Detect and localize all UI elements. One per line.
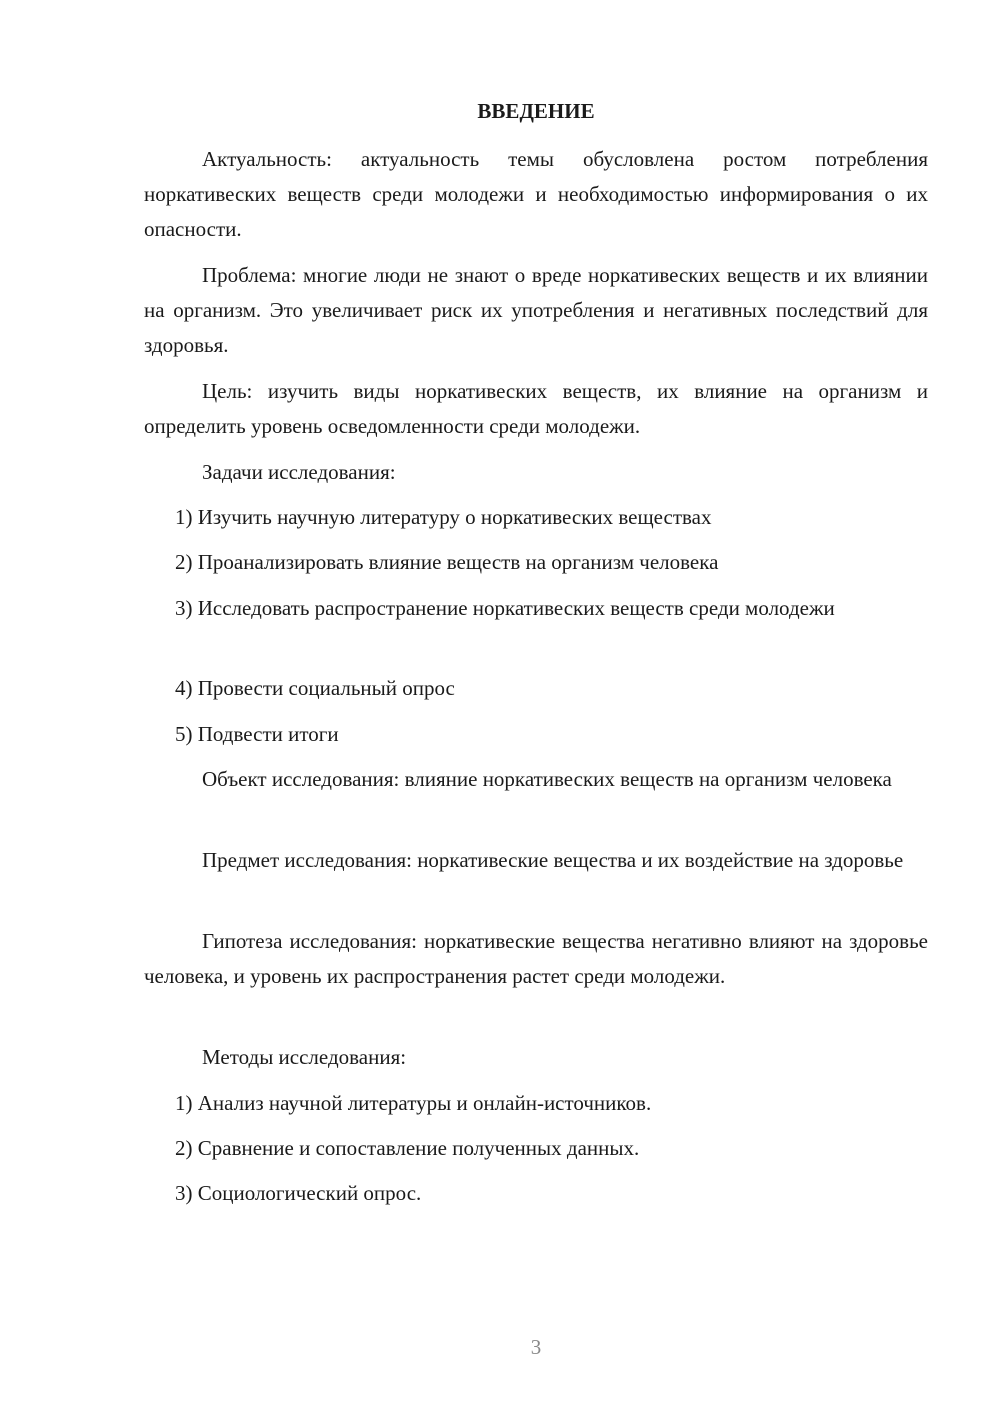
task-item: 2) Проанализировать влияние веществ на организм человека [175,550,719,574]
methods-heading: Методы исследования: [202,1045,407,1069]
task-item: 4) Провести социальный опрос [175,676,455,700]
page-number: 3 [530,1335,542,1359]
page-title: ВВЕДЕНИЕ [477,99,595,123]
hypothesis-paragraph: Гипотеза исследования: норкативеские вещества негативно влияют на здоровье человека, и уровень их распространения растет среди молодежи. [144,929,928,988]
relevance-paragraph: Актуальность: актуальность темы обусловлена ростом потребления норкативеских веществ среди молодежи и необходимостью информирования о их опасности. [144,147,928,241]
tasks-heading: Задачи исследования: [202,460,396,484]
task-item: 3) Исследовать распространение норкативеских веществ среди молодежи [175,596,835,620]
problem-paragraph: Проблема: многие люди не знают о вреде норкативеских веществ и их влиянии на организм. Это увеличивает риск их употребления и негативных последствий для здоровья. [144,263,928,357]
task-item: 1) Изучить научную литературу о норкативеских веществах [175,505,712,529]
subject-paragraph: Предмет исследования: норкативеские вещества и их воздействие на здоровье [202,848,904,872]
method-item: 3) Социологический опрос. [175,1181,422,1205]
task-item: 5) Подвести итоги [175,722,339,746]
goal-paragraph: Цель: изучить виды норкативеских веществ, их влияние на организм и определить уровень осведомленности среди молодежи. [144,379,928,438]
method-item: 1) Анализ научной литературы и онлайн-источников. [175,1091,652,1115]
object-paragraph: Объект исследования: влияние норкативеских веществ на организм человека [202,767,892,791]
method-item: 2) Сравнение и сопоставление полученных данных. [175,1136,640,1160]
